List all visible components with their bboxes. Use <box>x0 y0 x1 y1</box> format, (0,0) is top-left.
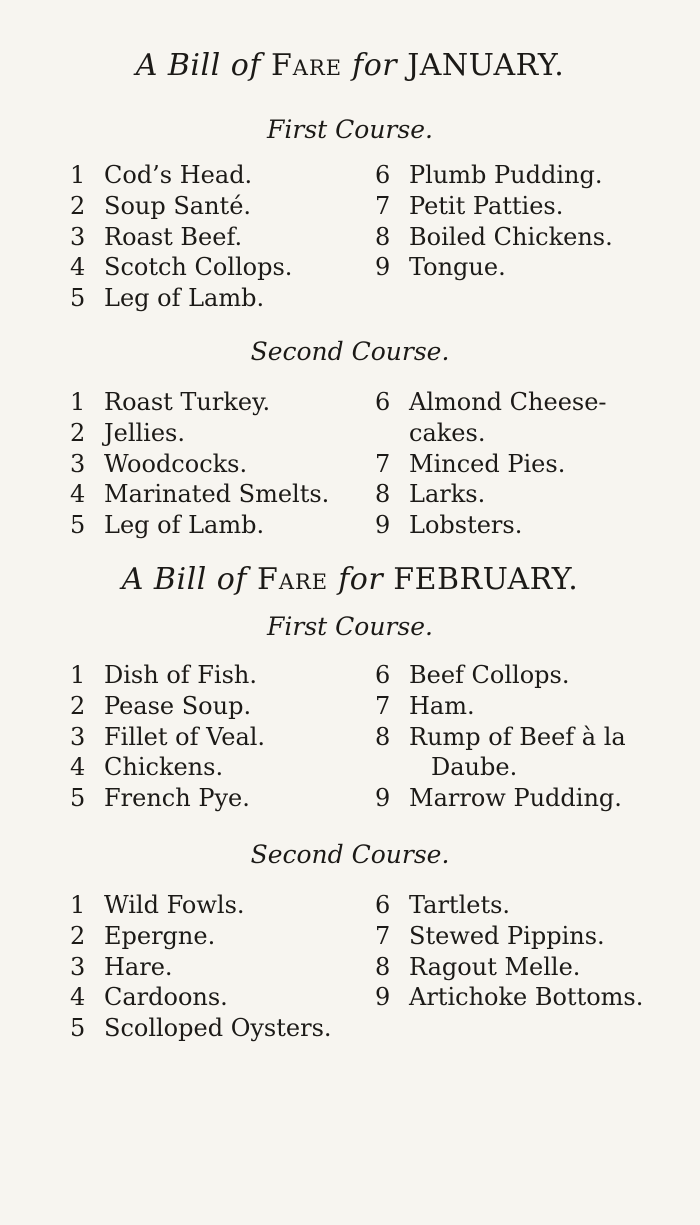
dish-name: Leg of Lamb. <box>104 284 265 313</box>
item-number: 6 <box>375 891 391 919</box>
item-number: 3 <box>70 952 86 981</box>
item-number: 2 <box>70 921 86 950</box>
list-item <box>70 921 332 952</box>
jan-second-left-column <box>70 387 329 541</box>
bill-title-january <box>0 48 700 83</box>
item-number: 8 <box>375 952 391 981</box>
item-number: 6 <box>375 661 391 689</box>
list-item <box>70 890 332 921</box>
item-number: 9 <box>375 983 391 1012</box>
dish-name: Stewed Pippins. <box>409 921 605 950</box>
dish-name: Marinated Smelts. <box>104 480 330 509</box>
title-prefix: A Bill of <box>121 562 247 597</box>
list-item <box>375 783 626 814</box>
dish-name: Cardoons. <box>104 983 228 1012</box>
bill-title-february <box>0 562 700 597</box>
list-item <box>375 160 613 191</box>
dish-name: Woodcocks. <box>104 449 248 478</box>
item-number: 9 <box>375 511 391 540</box>
dish-name: Boiled Chickens. <box>409 222 613 251</box>
list-item <box>70 722 265 753</box>
item-number: 1 <box>70 388 86 416</box>
list-item <box>375 722 626 753</box>
list-item <box>375 479 607 510</box>
dish-name: Beef Collops. <box>409 661 570 689</box>
title-prefix: A Bill of <box>135 48 261 83</box>
dish-name: Pease Soup. <box>104 691 252 720</box>
item-number: 9 <box>375 784 391 813</box>
dish-name: Almond Cheese- <box>409 388 607 416</box>
list-item <box>70 222 292 253</box>
list-item <box>70 510 329 541</box>
list-item <box>375 252 613 283</box>
list-item <box>375 191 613 222</box>
item-number: 4 <box>70 480 86 509</box>
dish-name-continuation: Daube. <box>431 753 518 782</box>
item-number: 5 <box>70 1014 86 1043</box>
item-number: 2 <box>70 691 86 720</box>
title-month: JANUARY. <box>407 48 565 83</box>
list-item <box>375 660 626 691</box>
list-item <box>70 252 292 283</box>
dish-name: Chickens. <box>104 753 224 782</box>
dish-name: Wild Fowls. <box>104 891 245 919</box>
item-number: 3 <box>70 449 86 478</box>
dish-name: Cod’s Head. <box>104 161 253 189</box>
list-item <box>375 890 643 921</box>
item-number: 4 <box>70 753 86 782</box>
dish-name: French Pye. <box>104 784 250 813</box>
item-number: 1 <box>70 661 86 689</box>
dish-name: Scolloped Oysters. <box>104 1014 332 1043</box>
item-number: 3 <box>70 722 86 751</box>
dish-name: Roast Beef. <box>104 222 243 251</box>
list-item <box>375 982 643 1013</box>
feb-second-left-column <box>70 890 332 1044</box>
item-number: 6 <box>375 388 391 416</box>
course-heading-jan-second: Second Course. <box>250 337 450 366</box>
item-number: 8 <box>375 480 391 509</box>
dish-name: Scotch Collops. <box>104 253 293 282</box>
list-item <box>375 510 607 541</box>
item-number: 7 <box>375 691 391 720</box>
dish-name: Tartlets. <box>409 891 511 919</box>
dish-name: Hare. <box>104 952 173 981</box>
dish-name: Rump of Beef à la <box>409 722 626 751</box>
course-heading-feb-second: Second Course. <box>250 840 450 869</box>
item-number: 2 <box>70 191 86 220</box>
feb-second-right-column <box>375 890 643 1013</box>
item-number: 1 <box>70 891 86 919</box>
item-number: 2 <box>70 418 86 447</box>
item-number: 4 <box>70 253 86 282</box>
dish-name: Lobsters. <box>409 511 523 540</box>
list-item <box>70 418 329 449</box>
list-item <box>375 449 607 480</box>
item-number: 5 <box>70 284 86 313</box>
item-number: 8 <box>375 722 391 751</box>
list-item <box>70 982 332 1013</box>
item-number: 3 <box>70 222 86 251</box>
list-item <box>375 921 643 952</box>
feb-first-right-column <box>375 660 626 814</box>
dish-name: Larks. <box>409 480 486 509</box>
course-heading-jan-first: First Course. <box>267 115 433 144</box>
list-item <box>375 691 626 722</box>
item-number: 7 <box>375 191 391 220</box>
item-number: 9 <box>375 253 391 282</box>
dish-name: Marrow Pudding. <box>409 784 622 813</box>
title-fare: Fare <box>257 562 329 597</box>
item-number: 8 <box>375 222 391 251</box>
dish-name: Petit Patties. <box>409 191 564 220</box>
list-item <box>70 191 292 222</box>
list-item <box>70 952 332 983</box>
list-item <box>70 449 329 480</box>
dish-name: Plumb Pudding. <box>409 161 603 189</box>
title-fare: Fare <box>270 48 343 83</box>
item-number: 6 <box>375 161 391 189</box>
list-item <box>70 479 329 510</box>
item-number: 7 <box>375 921 391 950</box>
item-number: 1 <box>70 161 86 189</box>
dish-name: Leg of Lamb. <box>104 511 265 540</box>
item-number: 7 <box>375 449 391 478</box>
list-item <box>70 752 265 783</box>
title-for: for <box>338 562 384 597</box>
dish-name: Dish of Fish. <box>104 661 258 689</box>
title-for: for <box>352 48 398 83</box>
dish-name: Epergne. <box>104 921 216 950</box>
list-item <box>70 160 292 191</box>
dish-name: Roast Turkey. <box>104 388 271 416</box>
dish-name: Fillet of Veal. <box>104 722 266 751</box>
item-number: 4 <box>70 983 86 1012</box>
list-item <box>70 387 329 418</box>
list-item <box>375 952 643 983</box>
dish-name: Tongue. <box>409 253 506 282</box>
list-item <box>70 783 265 814</box>
dish-name: Jellies. <box>104 418 185 447</box>
jan-second-right-column <box>375 387 607 541</box>
list-item <box>70 691 265 722</box>
dish-name: Artichoke Bottoms. <box>409 983 644 1012</box>
dish-name: Minced Pies. <box>409 449 566 478</box>
item-number: 5 <box>70 784 86 813</box>
list-item <box>70 660 265 691</box>
dish-name: Ragout Melle. <box>409 952 581 981</box>
list-item <box>70 283 292 314</box>
title-month: FEBRUARY. <box>393 562 579 597</box>
list-item <box>70 1013 332 1044</box>
item-number: 5 <box>70 511 86 540</box>
list-item <box>375 387 607 418</box>
jan-first-right-column <box>375 160 613 283</box>
course-heading-feb-first: First Course. <box>267 612 433 641</box>
dish-name-continuation: cakes. <box>409 418 486 447</box>
feb-first-left-column <box>70 660 265 814</box>
dish-name: Ham. <box>409 691 475 720</box>
jan-first-left-column <box>70 160 292 314</box>
dish-name: Soup Santé. <box>104 191 252 220</box>
list-item <box>375 222 613 253</box>
